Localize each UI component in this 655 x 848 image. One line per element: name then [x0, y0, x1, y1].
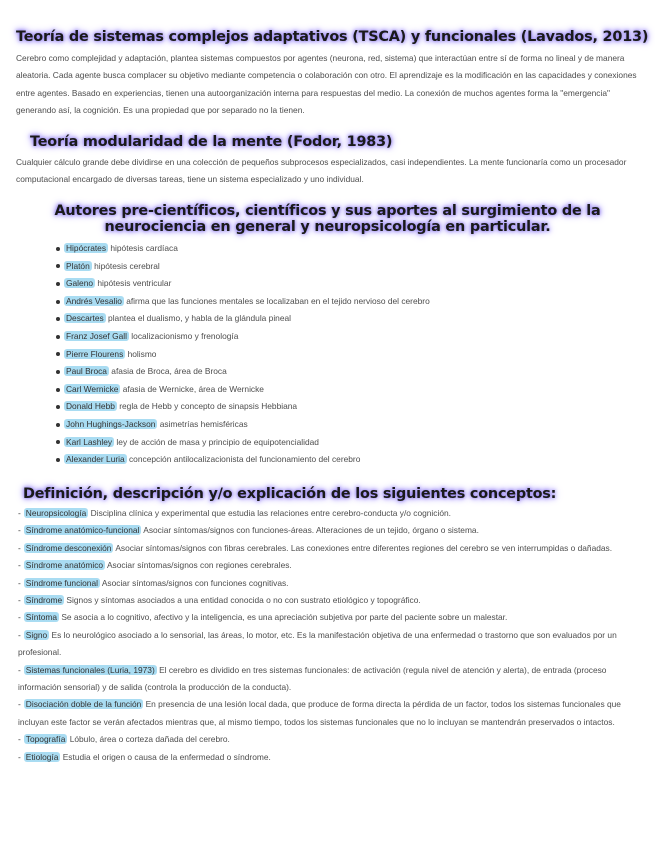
concept-term: Síntoma: [25, 612, 57, 623]
author-desc: hipótesis cardíaca: [108, 243, 178, 253]
list-item: [18, 749, 643, 766]
section-title-authors: Autores pre-científicos, científicos y sus aportes al surgimiento de la neurociencia en general y neuropsicología en particular.: [54, 203, 601, 235]
author-name: John Hughings-Jackson: [66, 418, 156, 429]
bullet-icon: [56, 247, 60, 251]
list-item: [56, 363, 430, 381]
list-item: [18, 609, 643, 626]
list-item: [18, 731, 643, 748]
bullet-icon: [56, 423, 60, 427]
author-name: Andrés Vesalio: [66, 295, 122, 306]
author-desc: afasia de Broca, área de Broca: [108, 366, 227, 377]
bullet-icon: [56, 335, 60, 339]
bullet-marker: -: [18, 699, 21, 710]
list-item: [56, 275, 430, 293]
concept-term: Etiología: [25, 751, 59, 762]
bullet-marker: -: [18, 629, 21, 640]
author-desc: plantea el dualismo, y habla de la glándula pineal: [105, 313, 292, 324]
bullet-marker: -: [18, 751, 21, 762]
author-desc: ley de acción de masa y principio de equipotencialidad: [114, 436, 319, 447]
bullet-marker: -: [18, 508, 21, 518]
concepts-list: [18, 505, 643, 766]
concept-desc: Lóbulo, área o corteza dañada del cerebro.: [67, 734, 230, 745]
bullet-marker: -: [18, 560, 21, 571]
bullet-icon: [56, 282, 60, 286]
author-name: Carl Wernicke: [66, 383, 119, 394]
bullet-icon: [56, 352, 60, 356]
concept-term: Síndrome anatómico-funcional: [25, 525, 140, 536]
bullet-marker: -: [18, 664, 21, 675]
list-item: [56, 310, 430, 328]
author-desc: afasia de Wernicke, área de Wernicke: [120, 383, 264, 394]
authors-list: [56, 240, 430, 469]
author-name: Donald Hebb: [66, 401, 115, 412]
bullet-marker: -: [18, 577, 21, 588]
bullet-marker: -: [18, 734, 21, 745]
list-item: [56, 416, 430, 434]
author-name: Franz Josef Gall: [66, 330, 127, 341]
author-name: Paul Broca: [66, 366, 107, 377]
bullet-marker: -: [18, 525, 21, 536]
concept-desc: El cerebro es dividido en tres sistemas funcionales: de activación (regula nivel de atención y alerta), de entrada (proceso información sensorial) y de salida (controla la producción de la conducta).: [18, 664, 607, 693]
author-desc: hipótesis ventricular: [95, 278, 172, 289]
list-item: [56, 258, 430, 276]
author-desc: concepción antilocalizacionista del funcionamiento del cerebro: [126, 454, 361, 465]
author-name: Alexander Luria: [66, 454, 125, 465]
section-title-concepts: Definición, descripción y/o explicación de los siguientes conceptos:: [23, 486, 557, 502]
concept-desc: Es lo neurológico asociado a lo sensorial, las áreas, lo motor, etc. Es la manifestación objetiva de una enfermedad o trastorno que son evaluados por un profesional.: [18, 629, 617, 658]
list-item: [18, 505, 643, 522]
list-item: [18, 592, 643, 609]
author-desc: localizacionismo y frenología: [128, 330, 239, 341]
concept-term: Síndrome funcional: [25, 577, 98, 588]
concept-term: Disociación doble de la función: [25, 699, 142, 710]
list-item: [56, 293, 430, 311]
author-name: Hipócrates: [66, 243, 107, 253]
author-name: Platón: [66, 260, 90, 271]
bullet-marker: -: [18, 595, 21, 606]
concept-desc: Asociar síntomas/signos con regiones cerebrales.: [105, 560, 292, 571]
concept-desc: Se asocia a lo cognitivo, afectivo y la inteligencia, es una apreciación subjetiva por parte del paciente sobre un malestar.: [59, 612, 508, 623]
list-item: [56, 328, 430, 346]
list-item: [18, 522, 643, 539]
concept-term: Síndrome: [25, 595, 63, 606]
list-item: [56, 398, 430, 416]
author-desc: holismo: [125, 348, 157, 359]
concept-desc: En presencia de una lesión local dada, que produce de forma directa la pérdida de un factor, todos los sistemas funcionales que incluyan este factor se verán afectados mientras que, al mismo tiempo, todos los sistemas funcionales que no lo incluyan se mantendrán preservados o intactos.: [18, 699, 621, 727]
author-name: Karl Lashley: [66, 436, 113, 447]
section-title-tsca: Teoría de sistemas complejos adaptativos (TSCA) y funcionales (Lavados, 2013): [16, 29, 649, 45]
list-item: [18, 627, 643, 662]
concept-term: Síndrome anatómico: [25, 560, 104, 571]
bullet-icon: [56, 370, 60, 374]
list-item: [56, 240, 430, 258]
author-desc: asimetrías hemisféricas: [157, 418, 248, 429]
list-item: [56, 451, 430, 469]
list-item: [18, 575, 643, 592]
concept-desc: Asociar síntomas/signos con fibras cerebrales. Las conexiones entre diferentes regiones del cerebro se ven interrumpidas o dañadas.: [113, 542, 613, 553]
bullet-marker: -: [18, 612, 21, 623]
bullet-icon: [56, 388, 60, 392]
bullet-icon: [56, 440, 60, 444]
concept-term: Neuropsicología: [25, 508, 87, 518]
author-name: Galeno: [66, 278, 94, 289]
list-item: [56, 346, 430, 364]
bullet-icon: [56, 405, 60, 409]
concept-term: Topografía: [25, 734, 66, 745]
bullet-marker: -: [18, 542, 21, 553]
concept-desc: Estudia el origen o causa de la enfermedad o síndrome.: [60, 751, 271, 762]
list-item: [56, 381, 430, 399]
concept-desc: Signos y síntomas asociados a una entidad conocida o no con sustrato etiológico y topográfico.: [64, 595, 421, 606]
list-item: [18, 557, 643, 574]
author-desc: afirma que las funciones mentales se localizaban en el tejido nervioso del cerebro: [123, 295, 430, 306]
bullet-icon: [56, 317, 60, 321]
concept-desc: Asociar síntomas/signos con funciones cognitivas.: [99, 577, 289, 588]
list-item: [18, 540, 643, 557]
list-item: [18, 696, 643, 731]
author-desc: hipótesis cerebral: [91, 260, 160, 271]
section-body-tsca: Cerebro como complejidad y adaptación, plantea sistemas compuestos por agentes (neurona, red, sistema) que interactúan entre sí de forma no lineal y de manera aleatoria. Cada agente busca complacer su objetivo mediante competencia o colaboración con otro. El aprendizaje es la modificación en las capacidades y conexiones entre agentes. Basado en experiencias, tienen una autoorganización interna para respuestas del medio. La conexión de muchos agentes forma la "emergencia" generando así, la cognición. Es una propiedad que por separado no la tienen.: [16, 53, 637, 116]
bullet-icon: [56, 300, 60, 304]
concept-term: Signo: [25, 629, 48, 640]
concept-desc: Asociar síntomas/signos con funciones-áreas. Alteraciones de un tejido, órgano o sistema.: [141, 525, 479, 536]
author-name: Descartes: [66, 313, 104, 324]
author-name: Pierre Flourens: [66, 348, 124, 359]
concept-term: Sistemas funcionales (Luria, 1973): [25, 664, 155, 675]
bullet-icon: [56, 264, 60, 268]
section-title-modularity: Teoría modularidad de la mente (Fodor, 1983): [30, 134, 393, 150]
section-body-modularity: Cualquier cálculo grande debe dividirse en una colección de pequeños subprocesos especializados, casi independientes. La mente funcionaría como un procesador computacional encargado de diversas tareas, tiene un sistema especializado y uno individual.: [16, 157, 627, 185]
author-desc: regla de Hebb y concepto de sinapsis Hebbiana: [116, 401, 298, 412]
list-item: [18, 662, 643, 697]
bullet-icon: [56, 458, 60, 462]
concept-desc: Disciplina clínica y experimental que estudia las relaciones entre cerebro-conducta y/o cognición.: [88, 508, 451, 518]
concept-term: Síndrome desconexión: [25, 542, 112, 553]
list-item: [56, 434, 430, 452]
